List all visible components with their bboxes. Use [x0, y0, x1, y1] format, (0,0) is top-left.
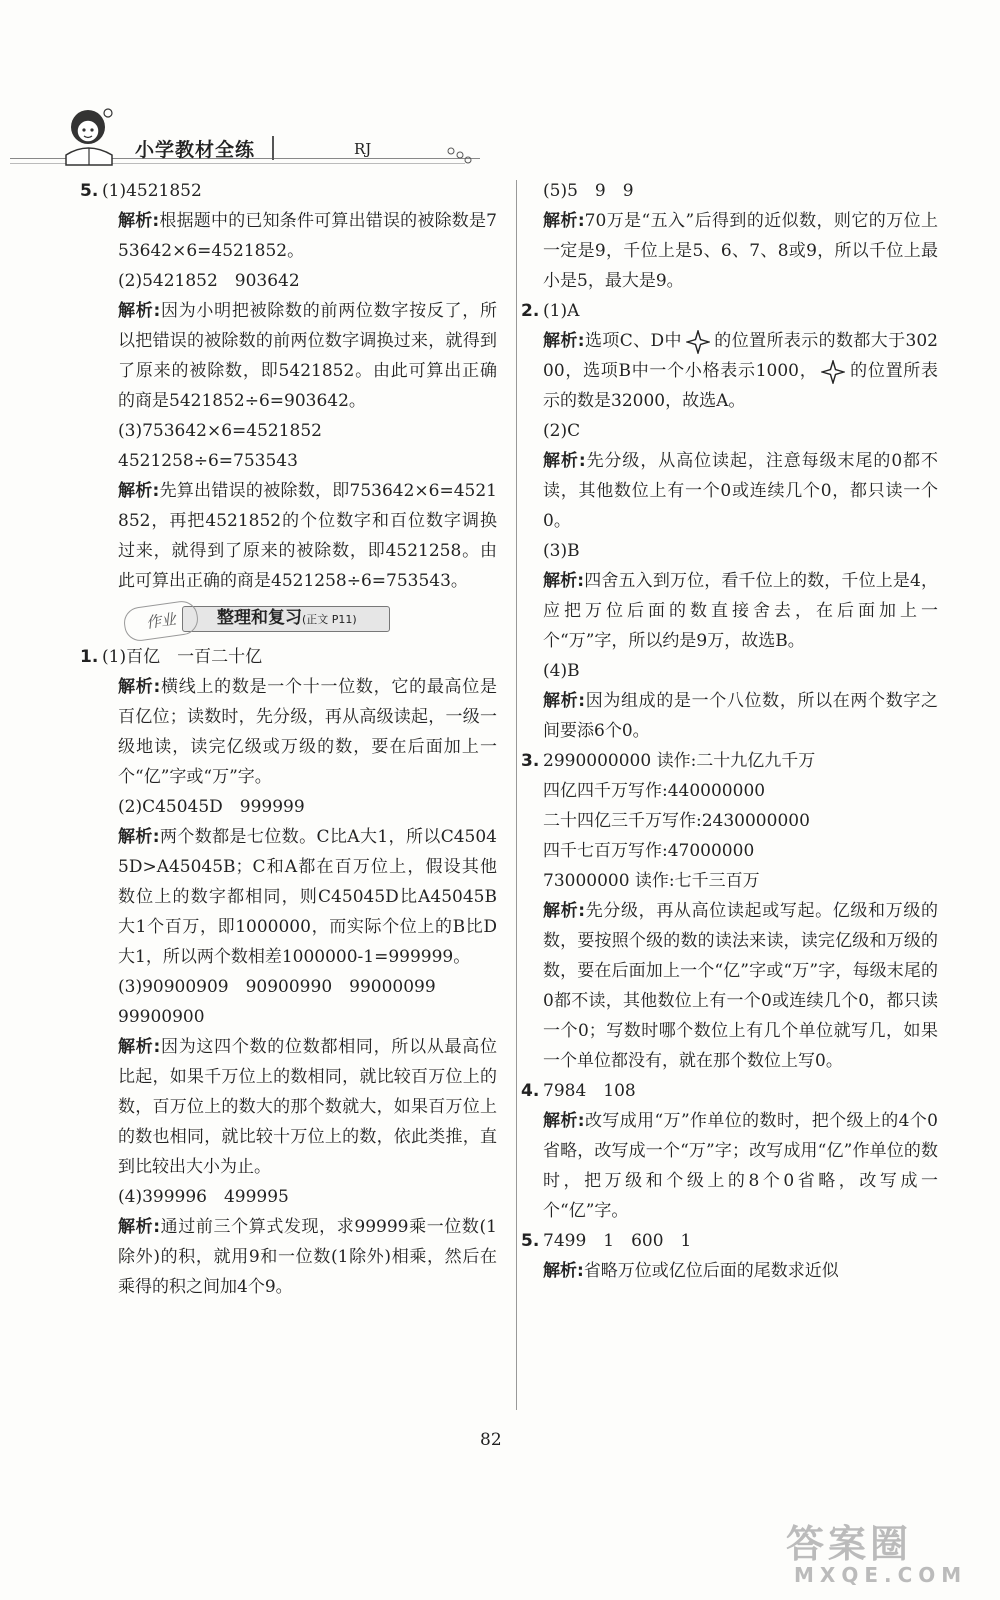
answer-line: (3)90900909 90900990 99000099: [118, 977, 436, 997]
answer-line: (2)C: [543, 421, 581, 441]
explanation-tag: 解析:: [543, 1261, 584, 1281]
question-number: 4.: [521, 1081, 540, 1101]
explanation-text: 根据题中的已知条件可算出错误的被除数是753642×6=4521852。: [118, 211, 497, 261]
answer-text: 2990000000 读作:二十九亿九千万: [543, 751, 816, 771]
girl-mascot-icon: [58, 105, 128, 167]
explanation-tag: 解析:: [543, 451, 586, 471]
title-separator: [272, 136, 274, 160]
question-number: 3.: [521, 751, 540, 771]
explanation: [102, 296, 497, 416]
homework-stamp: 作业: [122, 599, 200, 643]
explanation: [102, 206, 497, 266]
section-title-text: 整理和复习: [217, 608, 302, 628]
answer-line: 二十四亿三千万写作:2430000000: [543, 811, 810, 831]
edition-label: RJ: [354, 140, 372, 158]
answer-line: (2)C45045D 999999: [118, 797, 305, 817]
right-column: [521, 176, 939, 1286]
section-heading: [102, 600, 497, 640]
explanation: [102, 1032, 497, 1182]
explanation: [543, 686, 938, 746]
four-point-star-icon: [686, 330, 710, 354]
answer-line: 99900900: [118, 1007, 205, 1027]
explanation: [102, 672, 497, 792]
answer-text: (1)百亿 一百二十亿: [102, 647, 263, 667]
explanation-text: 先分级，从高位读起，注意每级末尾的0都不读，其他数位上有一个0或连续几个0，都只读一个0。: [543, 451, 938, 531]
answer-text: (1)A: [543, 301, 580, 321]
answer-text: (1)4521852: [102, 181, 202, 201]
answer-line: [80, 176, 497, 206]
explanation-tag: 解析:: [118, 1217, 161, 1237]
question-number: 1.: [80, 647, 99, 667]
explanation-tag: 解析:: [118, 481, 160, 501]
explanation-text: 通过前三个算式发现，求99999乘一位数(1除外)的积，就用9和一位数(1除外)相乘，然后在乘得的积之间加4个9。: [118, 1217, 497, 1297]
explanation: [543, 206, 938, 296]
explanation-text: 因为小明把被除数的前两位数字按反了，所以把错误的被除数的前两位数字调换过来，就得到了原来的被除数，即5421852。由此可算出正确的商是5421852÷6=903642。: [118, 301, 497, 411]
answer-text: 7499 1 600 1: [543, 1231, 692, 1251]
explanation-text: 的位置所表示的数都大于30200，选项B中一个小格表示1000，: [543, 331, 938, 381]
explanation: [543, 326, 938, 416]
explanation-tag: 解析:: [543, 691, 586, 711]
explanation-tag: 解析:: [543, 901, 586, 921]
section-title: [217, 606, 357, 632]
answer-line: [521, 1076, 938, 1106]
watermark-url: MXQE.COM: [794, 1563, 968, 1587]
section-page-ref: (正文 P11): [302, 613, 357, 626]
answer-line: [80, 642, 497, 672]
explanation-text: 因为组成的是一个八位数，所以在两个数字之间要添6个0。: [543, 691, 938, 741]
answer-line: (4)399996 499995: [118, 1187, 289, 1207]
question-number: 2.: [521, 301, 540, 321]
answer-line: [521, 746, 938, 776]
page-number: 82: [480, 1430, 502, 1450]
column-divider: [516, 180, 517, 1410]
answer-line: 四亿四千万写作:440000000: [543, 781, 766, 801]
explanation: [543, 446, 938, 536]
explanation-text: 先分级，再从高位读起或写起。亿级和万级的数，要按照个级的数的读法来读，读完亿级和万级的数，要在后面加上一个“亿”字或“万”字，每级末尾的0都不读，其他数位上有一个0或连续几个0，都只读一个0；写数时哪个数位上有几个单位就写几，如果一个单位都没有，就在那个数位上写0。: [543, 901, 938, 1071]
answer-line: (5)5 9 9: [543, 181, 634, 201]
watermark-text: 答案圈: [786, 1522, 913, 1566]
explanation: [543, 896, 938, 1076]
explanation: [543, 566, 938, 656]
explanation: [543, 1256, 938, 1286]
site-watermark: [766, 1513, 976, 1588]
explanation-tag: 解析:: [543, 571, 585, 591]
explanation-text: 选项C、D中: [584, 331, 682, 351]
explanation: [102, 822, 497, 972]
decorative-dots-icon: [445, 145, 475, 165]
explanation-text: 改写成用“万”作单位的数时，把个级上的4个0省略，改写成一个“万”字；改写成用“亿”作单位的数时，把万级和个级上的8个0省略，改写成一个“亿”字。: [543, 1111, 938, 1221]
explanation-text: 横线上的数是一个十一位数，它的最高位是百亿位；读数时，先分级，再从高级读起，一级一级地读，读完亿级或万级的数，要在后面加上一个“亿”字或“万”字。: [118, 677, 497, 787]
explanation-tag: 解析:: [118, 827, 160, 847]
answer-line: [521, 1226, 938, 1256]
answer-text: 7984 108: [543, 1081, 636, 1101]
answer-line: (3)753642×6=4521852: [118, 421, 322, 441]
answer-line: 四千七百万写作:47000000: [543, 841, 755, 861]
explanation-text: 四舍五入到万位，看千位上的数，千位上是4，应把万位后面的数直接舍去，在后面加上一个“万”字，所以约是9万，故选B。: [543, 571, 938, 651]
explanation: [543, 1106, 938, 1226]
explanation-tag: 解析:: [543, 1111, 585, 1131]
explanation-tag: 解析:: [118, 677, 161, 697]
explanation: [102, 476, 497, 596]
answer-line: (2)5421852 903642: [118, 271, 300, 291]
explanation-text: 省略万位或亿位后面的尾数求近似: [583, 1261, 839, 1281]
explanation-text: 两个数都是七位数。C比A大1，所以C45045D>A45045B；C和A都在百万位上，假设其他数位上的数字都相同，则C45045D比A45045B大1个百万，即1000000，而实际个位上的B比D大1，所以两个数相差1000000-1=999999。: [118, 827, 497, 967]
explanation-text: 70万是“五入”后得到的近似数，则它的万位上一定是9，千位上是5、6、7、8或9，所以千位上最小是5，最大是9。: [543, 211, 938, 291]
explanation: [102, 1212, 497, 1302]
question-number: 5.: [521, 1231, 540, 1251]
explanation-tag: 解析:: [118, 211, 160, 231]
explanation-text: 的位置所表示的数是32000，故选A。: [543, 361, 939, 411]
explanation-tag: 解析:: [118, 301, 161, 321]
answer-line: [521, 296, 938, 326]
explanation-tag: 解析:: [118, 1037, 161, 1057]
question-number: 5.: [80, 181, 99, 201]
four-point-star-icon: [821, 360, 845, 384]
answer-line: 4521258÷6=753543: [118, 451, 298, 471]
answer-line: 73000000 读作:七千三百万: [543, 871, 760, 891]
answer-line: (4)B: [543, 661, 580, 681]
explanation-text: 先算出错误的被除数，即753642×6=4521852，再把4521852的个位数字和百位数字调换过来，就得到了原来的被除数，即4521258。由此可算出正确的商是4521258÷6=753543。: [118, 481, 497, 591]
explanation-tag: 解析:: [543, 331, 585, 351]
explanation-tag: 解析:: [543, 211, 585, 231]
page-header: [0, 100, 1000, 175]
left-column: [80, 176, 497, 1302]
book-title: 小学教材全练: [135, 139, 256, 161]
answer-line: (3)B: [543, 541, 580, 561]
explanation-text: 因为这四个数的位数都相同，所以从最高位比起，如果千万位上的数相同，就比较百万位上的数，百万位上的数大的那个数就大，如果百万位上的数也相同，就比较十万位上的数，依此类推，直到比较出大小为止。: [118, 1037, 497, 1177]
